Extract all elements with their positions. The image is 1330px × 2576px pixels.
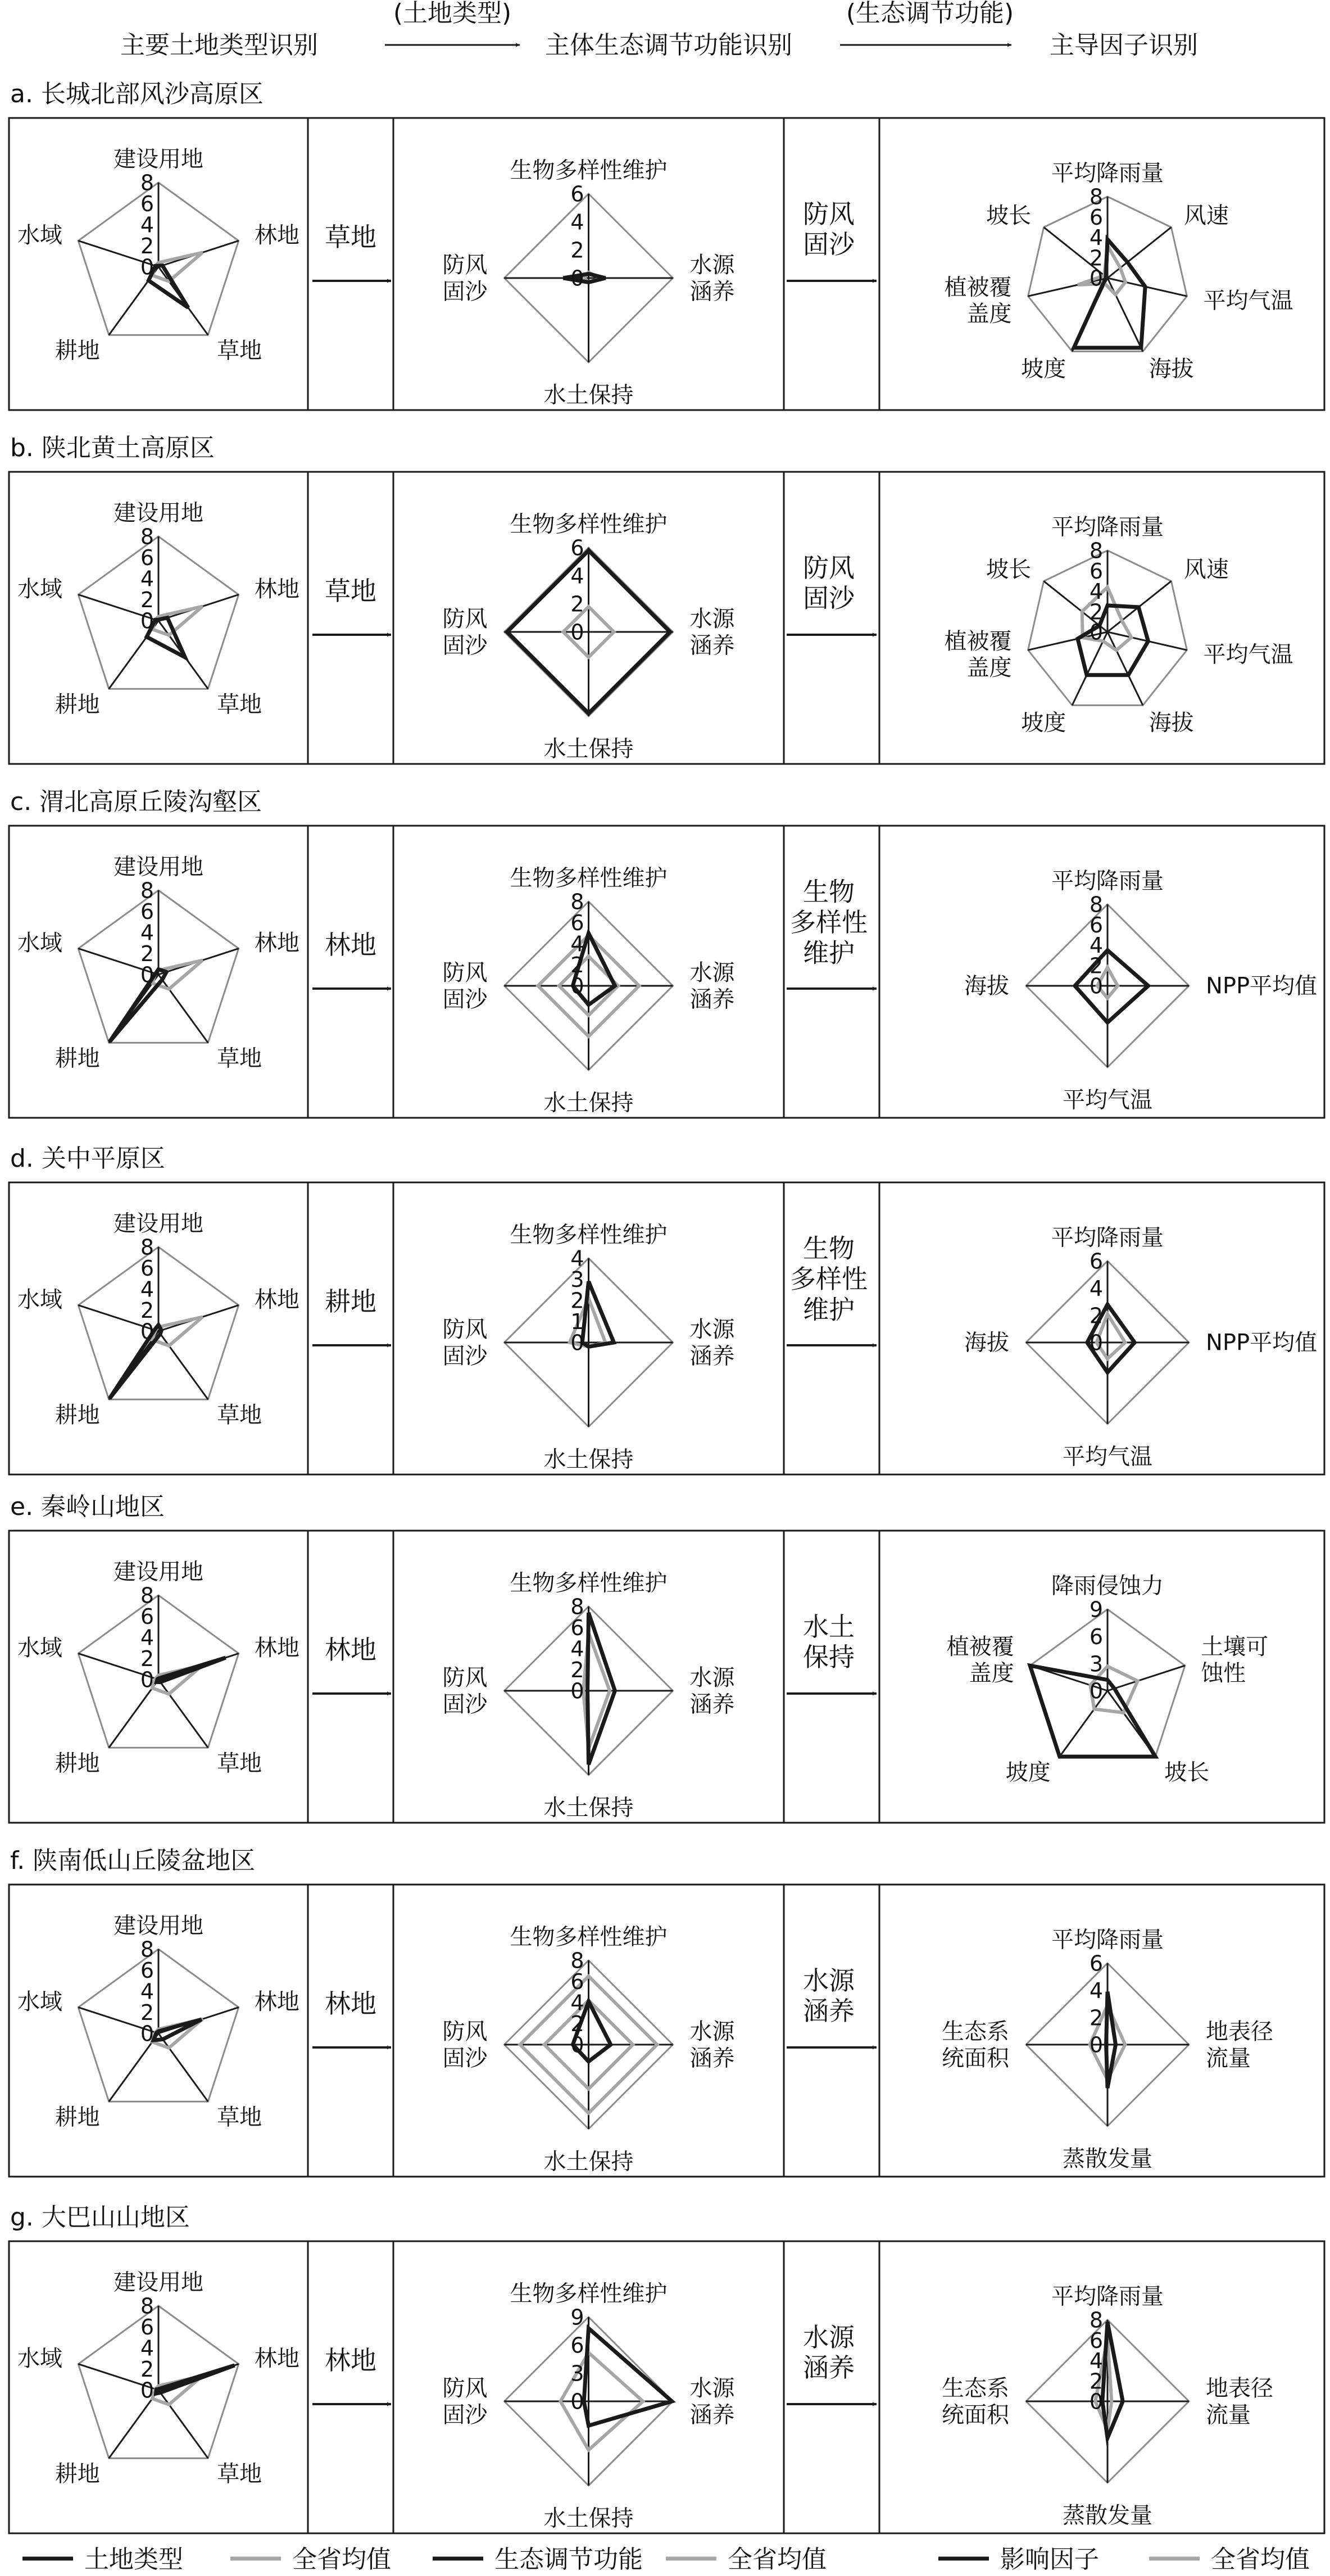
region-panel (9, 80, 1324, 410)
land-radar-tick: 6 (140, 1256, 154, 1281)
region-panel (9, 788, 1324, 1118)
function-radar-axis-label: 防风固沙 (442, 960, 488, 1013)
land-radar-axis-label: 耕地 (55, 1045, 100, 1072)
factor-radar-tick: 6 (1089, 1951, 1103, 1976)
factor-radar-tick: 3 (1089, 1651, 1103, 1677)
land-radar-axis-label: 林地 (255, 930, 299, 956)
factor-radar-axis-label: 平均气温 (1063, 1087, 1152, 1113)
function-radar-tick: 8 (570, 889, 584, 914)
function-radar-tick: 0 (570, 973, 584, 999)
land-radar-series-main (156, 2365, 235, 2393)
factor-radar-axis-label: 降雨侵蚀力 (1051, 1573, 1164, 1599)
function-radar-axis-label: 生物多样性维护 (510, 1222, 668, 1248)
land-type-arrow-label: 草地 (325, 576, 376, 606)
land-radar-tick: 8 (140, 1583, 154, 1608)
factor-radar-spoke (1107, 1665, 1185, 1691)
factor-radar-tick: 9 (1089, 1597, 1103, 1622)
function-radar-axis-label: 防风固沙 (442, 1317, 488, 1369)
function-radar-tick: 2 (570, 1658, 584, 1683)
land-radar-tick: 6 (140, 1604, 154, 1630)
land-radar-axis-label: 建设用地 (114, 2269, 203, 2296)
land-radar-tick: 8 (140, 170, 154, 195)
header-arrow1-label: (土地类型) (393, 0, 512, 28)
land-radar-axis-label: 建设用地 (114, 146, 203, 172)
factor-radar-axis-label: 植被覆盖度 (944, 628, 1012, 681)
function-radar-axis-label: 水源涵养 (689, 1665, 735, 1718)
function-radar-tick: 3 (570, 2361, 584, 2386)
function-arrow-label: 生物多样性维护 (790, 1233, 868, 1325)
region-panel (9, 1846, 1324, 2177)
land-radar-tick: 0 (140, 608, 154, 634)
land-radar-axis-label: 草地 (217, 1402, 262, 1428)
land-radar-tick: 8 (140, 2293, 154, 2319)
land-radar-axis-label: 水域 (17, 1286, 62, 1313)
function-radar-tick: 4 (570, 1636, 584, 1662)
legend (22, 2545, 1310, 2574)
function-radar-axis-label: 生物多样性维护 (510, 1924, 668, 1950)
factor-radar (964, 868, 1317, 1113)
function-radar-tick: 8 (570, 1594, 584, 1619)
land-radar-tick: 4 (140, 2336, 154, 2361)
function-radar (443, 1571, 736, 1821)
function-radar-tick: 0 (570, 2389, 584, 2414)
land-radar-tick: 2 (140, 2357, 154, 2382)
factor-radar-axis-label: 坡度 (1021, 356, 1066, 382)
land-radar-axis-label: 水域 (17, 1988, 62, 2015)
legend-label: 土地类型 (84, 2545, 183, 2574)
factor-radar-axis-label: 平均降雨量 (1051, 1927, 1164, 1953)
factor-radar-tick: 6 (1089, 1624, 1103, 1649)
land-radar-axis-label: 建设用地 (114, 1559, 203, 1585)
land-radar-series-main (110, 970, 166, 1042)
factor-radar-axis-label: 坡长 (986, 557, 1032, 583)
function-radar-tick: 8 (570, 1948, 584, 1973)
function-radar-axis-label: 水源涵养 (689, 2375, 735, 2428)
function-radar-tick: 2 (570, 591, 584, 617)
factor-radar-tick: 8 (1089, 184, 1103, 210)
factor-radar-axis-label: 坡度 (1021, 710, 1066, 736)
factor-radar-axis-label: 坡长 (986, 203, 1032, 229)
factor-radar-series-main (1102, 2322, 1123, 2438)
land-radar-axis-label: 草地 (217, 1045, 262, 1072)
land-type-arrow-label: 林地 (325, 1988, 376, 2019)
land-radar-axis-label: 林地 (255, 1286, 299, 1313)
land-radar-tick: 6 (140, 192, 154, 217)
function-radar-axis-label: 防风固沙 (442, 2019, 488, 2072)
factor-radar-tick: 2 (1089, 2369, 1103, 2394)
region-title: g. 大巴山山地区 (10, 2203, 190, 2232)
factor-radar-axis-label: 平均气温 (1203, 641, 1293, 668)
header (120, 0, 1198, 60)
land-radar-axis-label: 耕地 (55, 338, 100, 364)
land-radar-tick: 4 (140, 1979, 154, 2004)
header-step2: 主体生态调节功能识别 (545, 31, 792, 60)
land-radar-tick: 4 (140, 1625, 154, 1650)
function-arrow-label: 水土保持 (803, 1611, 855, 1673)
factor-radar-axis-label: 平均降雨量 (1051, 160, 1164, 186)
factor-radar-axis-label: 植被覆盖度 (944, 274, 1012, 327)
function-radar (443, 1222, 736, 1473)
land-radar-tick: 6 (140, 545, 154, 571)
function-radar-axis-label: 水源涵养 (689, 960, 735, 1013)
factor-radar-tick: 0 (1089, 1330, 1103, 1355)
region-title: e. 秦岭山地区 (10, 1492, 165, 1521)
factor-radar-tick: 6 (1089, 1249, 1103, 1274)
function-radar-tick: 4 (570, 1990, 584, 2015)
header-step3: 主导因子识别 (1050, 31, 1198, 60)
land-type-arrow-label: 林地 (325, 2345, 376, 2375)
factor-radar-tick: 8 (1089, 538, 1103, 563)
land-radar (17, 147, 299, 364)
land-radar-axis-label: 耕地 (55, 691, 100, 718)
factor-radar-tick: 4 (1089, 2349, 1103, 2374)
region-panel (9, 2203, 1324, 2533)
header-step1: 主要土地类型识别 (120, 31, 318, 60)
factor-radar-tick: 0 (1089, 1678, 1103, 1704)
land-radar-spoke (158, 2390, 208, 2458)
land-radar-tick: 2 (140, 2000, 154, 2026)
function-radar-tick: 3 (570, 1267, 584, 1292)
factor-radar-spoke (1107, 278, 1143, 352)
function-radar-axis-label: 水源涵养 (689, 1317, 735, 1369)
function-radar-tick: 0 (570, 266, 584, 291)
factor-radar-axis-label: 坡度 (1005, 1759, 1051, 1786)
function-radar-tick: 4 (570, 931, 584, 957)
land-radar-tick: 0 (140, 2021, 154, 2046)
factor-radar-tick: 4 (1089, 1276, 1103, 1301)
land-radar-axis-label: 草地 (217, 2104, 262, 2131)
land-radar-axis-label: 林地 (255, 1635, 299, 1661)
land-radar-tick: 0 (140, 962, 154, 987)
land-radar-axis-label: 耕地 (55, 2461, 100, 2487)
function-radar-tick: 6 (570, 1969, 584, 1995)
factor-radar-axis-label: 地表径流量 (1206, 2019, 1273, 2072)
function-radar-tick: 6 (570, 2333, 584, 2358)
land-radar-tick: 2 (140, 234, 154, 259)
function-radar-axis-label: 水土保持 (543, 2505, 634, 2532)
function-radar-tick: 6 (570, 911, 584, 936)
land-radar-tick: 8 (140, 1235, 154, 1260)
function-radar-tick: 2 (570, 2011, 584, 2037)
land-radar-spoke (158, 2033, 208, 2101)
land-radar-tick: 0 (140, 1667, 154, 1692)
land-radar-spoke (158, 1331, 208, 1399)
factor-radar-axis-label: 风速 (1183, 557, 1229, 583)
function-radar-tick: 4 (570, 1246, 584, 1271)
function-radar (443, 512, 736, 762)
factor-radar-axis-label: 海拔 (964, 973, 1009, 999)
legend-label: 生态调节功能 (494, 2545, 643, 2574)
legend-label: 全省均值 (292, 2545, 391, 2574)
function-radar-axis-label: 生物多样性维护 (510, 1570, 668, 1596)
land-radar-tick: 4 (140, 1277, 154, 1302)
function-radar-axis-label: 防风固沙 (442, 1665, 488, 1718)
factor-radar (945, 515, 1293, 736)
land-radar-axis-label: 建设用地 (114, 1913, 203, 1939)
factor-radar-tick: 0 (1089, 620, 1103, 645)
function-radar-tick: 0 (570, 1678, 584, 1704)
land-type-arrow-label: 林地 (325, 930, 376, 960)
function-arrow-label: 生物多样性维护 (790, 876, 868, 968)
factor-radar-tick: 0 (1089, 2389, 1103, 2414)
factor-radar-axis-label: 坡长 (1164, 1759, 1210, 1786)
land-radar-tick: 2 (140, 941, 154, 967)
factor-radar-tick: 4 (1089, 579, 1103, 604)
land-radar-tick: 4 (140, 212, 154, 238)
factor-radar-axis-label: NPP平均值 (1206, 973, 1318, 999)
function-radar-axis-label: 防风固沙 (442, 252, 488, 305)
function-radar-tick: 2 (570, 1288, 584, 1313)
land-radar-axis-label: 建设用地 (114, 1210, 203, 1237)
land-radar-axis-label: 林地 (255, 576, 299, 602)
factor-radar-axis-label: 平均气温 (1063, 1444, 1152, 1470)
function-radar-axis-label: 生物多样性维护 (510, 511, 668, 538)
factor-radar-axis-label: 蒸散发量 (1063, 2502, 1152, 2529)
land-radar (17, 500, 299, 718)
function-radar-axis-label: 水土保持 (543, 1090, 634, 1116)
function-radar-axis-label: 水源涵养 (689, 2019, 735, 2072)
function-radar-axis-label: 生物多样性维护 (510, 865, 668, 891)
function-radar-axis-label: 水土保持 (543, 2149, 634, 2175)
function-radar-axis-label: 水源涵养 (689, 252, 735, 305)
function-radar-tick: 6 (570, 181, 584, 207)
factor-radar-axis-label: 植被覆盖度 (946, 1633, 1014, 1686)
function-radar (443, 2281, 736, 2532)
region-title: c. 渭北高原丘陵沟壑区 (10, 788, 262, 816)
region-title: f. 陕南低山丘陵盆地区 (10, 1846, 256, 1875)
land-radar-spoke (158, 1680, 208, 1747)
function-radar-axis-label: 防风固沙 (442, 606, 488, 659)
land-radar-axis-label: 水域 (17, 2345, 62, 2372)
factor-radar-axis-label: 生态系统面积 (942, 2019, 1009, 2072)
legend-label: 全省均值 (1211, 2545, 1310, 2574)
function-radar-tick: 0 (570, 2032, 584, 2058)
land-radar-tick: 6 (140, 2315, 154, 2340)
factor-radar (942, 2284, 1273, 2529)
factor-radar-axis-label: 海拔 (964, 1330, 1009, 1356)
region-panel (9, 1144, 1324, 1474)
region-panel (9, 1492, 1324, 1823)
land-radar (17, 2270, 299, 2487)
function-arrow-label: 水源涵养 (803, 1965, 855, 2027)
land-radar (17, 1913, 299, 2131)
function-radar-tick: 6 (570, 535, 584, 561)
factor-radar (964, 1225, 1317, 1470)
function-radar-axis-label: 水土保持 (543, 382, 634, 408)
function-radar-tick: 6 (570, 1615, 584, 1641)
region-title: b. 陕北黄土高原区 (10, 434, 215, 462)
factor-radar-axis-label: 蒸散发量 (1063, 2146, 1152, 2172)
factor-radar-tick: 4 (1089, 1978, 1103, 2003)
region-panel (9, 434, 1324, 764)
factor-radar-axis-label: NPP平均值 (1206, 1330, 1318, 1356)
factor-radar-axis-label: 风速 (1183, 203, 1229, 229)
factor-radar (947, 1573, 1268, 1786)
region-title: a. 长城北部风沙高原区 (10, 80, 264, 108)
region-title: d. 关中平原区 (10, 1144, 165, 1173)
land-radar-axis-label: 建设用地 (114, 500, 203, 526)
function-radar (443, 866, 736, 1116)
function-arrow-label: 防风固沙 (803, 552, 855, 614)
function-radar-tick: 0 (570, 620, 584, 645)
factor-radar-axis-label: 平均气温 (1203, 288, 1293, 314)
land-radar-axis-label: 草地 (217, 2461, 262, 2487)
factor-radar-tick: 8 (1089, 2308, 1103, 2333)
factor-radar-tick: 6 (1089, 558, 1103, 584)
land-type-arrow-label: 耕地 (325, 1286, 376, 1317)
function-arrow-label: 水源涵养 (803, 2322, 855, 2383)
factor-radar-axis-label: 生态系统面积 (942, 2375, 1009, 2428)
land-radar-tick: 4 (140, 920, 154, 945)
function-radar (443, 158, 736, 408)
factor-radar-axis-label: 平均降雨量 (1051, 2283, 1164, 2310)
land-radar-tick: 2 (140, 588, 154, 613)
header-arrow2-label: (生态调节功能) (846, 0, 1014, 28)
land-type-arrow-label: 林地 (325, 1635, 376, 1665)
land-radar-tick: 8 (140, 878, 154, 903)
land-radar-axis-label: 草地 (217, 338, 262, 364)
legend-label: 影响因子 (1000, 2545, 1099, 2574)
function-radar (443, 1924, 736, 2175)
factor-radar-tick: 2 (1089, 953, 1103, 978)
land-radar-tick: 4 (140, 566, 154, 591)
land-radar-tick: 6 (140, 899, 154, 925)
factor-radar-tick: 0 (1089, 2032, 1103, 2058)
factor-radar-tick: 2 (1089, 245, 1103, 271)
factor-radar-axis-label: 海拔 (1149, 710, 1194, 736)
land-radar-axis-label: 水域 (17, 576, 62, 602)
function-radar-series-main (584, 2328, 672, 2425)
legend-label: 全省均值 (728, 2545, 827, 2574)
land-radar-axis-label: 耕地 (55, 1402, 100, 1428)
function-radar-tick: 0 (570, 1330, 584, 1355)
factor-radar-axis-label: 海拔 (1149, 356, 1194, 382)
land-radar (17, 854, 299, 1072)
factor-radar-tick: 0 (1089, 266, 1103, 291)
land-radar-series-main (157, 1658, 226, 1682)
function-radar-axis-label: 水土保持 (543, 1795, 634, 1821)
function-arrow-label: 防风固沙 (803, 198, 855, 260)
land-radar-tick: 6 (140, 1958, 154, 1983)
function-radar-axis-label: 生物多样性维护 (510, 157, 668, 184)
land-radar-tick: 8 (140, 1937, 154, 1962)
land-radar-axis-label: 林地 (255, 222, 299, 248)
function-radar-tick: 2 (570, 953, 584, 978)
land-type-arrow-label: 草地 (325, 222, 376, 252)
function-radar-tick: 2 (570, 238, 584, 263)
land-radar-axis-label: 水域 (17, 930, 62, 956)
function-radar-axis-label: 防风固沙 (442, 2375, 488, 2428)
factor-radar-axis-label: 土壤可蚀性 (1201, 1633, 1269, 1686)
function-radar-tick: 1 (570, 1309, 584, 1335)
factor-radar-axis-label: 平均降雨量 (1051, 514, 1164, 540)
factor-radar-series-main (1106, 1992, 1116, 2088)
land-radar-axis-label: 耕地 (55, 1750, 100, 1777)
factor-radar-axis-label: 地表径流量 (1206, 2375, 1273, 2428)
land-radar-axis-label: 林地 (255, 1988, 299, 2015)
land-radar-tick: 8 (140, 524, 154, 549)
factor-radar-tick: 8 (1089, 892, 1103, 917)
land-radar (17, 1211, 299, 1428)
land-radar-axis-label: 水域 (17, 1635, 62, 1661)
factor-radar-tick: 2 (1089, 599, 1103, 625)
factor-radar-tick: 0 (1089, 973, 1103, 999)
land-radar (17, 1559, 299, 1777)
factor-radar-tick: 2 (1089, 1303, 1103, 1328)
land-radar-axis-label: 林地 (255, 2345, 299, 2372)
factor-radar-tick: 2 (1089, 2005, 1103, 2031)
function-radar-axis-label: 水土保持 (543, 736, 634, 762)
function-radar-axis-label: 水土保持 (543, 1446, 634, 1473)
factor-radar-tick: 6 (1089, 912, 1103, 937)
land-radar-axis-label: 耕地 (55, 2104, 100, 2131)
factor-radar-tick: 6 (1089, 2328, 1103, 2353)
land-radar-tick: 0 (140, 254, 154, 280)
land-radar-axis-label: 水域 (17, 222, 62, 248)
factor-radar-tick: 6 (1089, 204, 1103, 230)
land-radar-axis-label: 草地 (217, 691, 262, 718)
land-radar-tick: 2 (140, 1646, 154, 1672)
function-radar-tick: 4 (570, 210, 584, 235)
land-radar-tick: 0 (140, 2378, 154, 2403)
factor-radar (945, 161, 1293, 382)
function-radar-series-main (582, 1281, 614, 1346)
factor-radar-tick: 4 (1089, 933, 1103, 958)
land-radar-tick: 2 (140, 1298, 154, 1323)
land-radar-axis-label: 草地 (217, 1750, 262, 1777)
land-radar-axis-label: 建设用地 (114, 854, 203, 880)
factor-radar-axis-label: 平均降雨量 (1051, 868, 1164, 894)
land-radar-tick: 0 (140, 1319, 154, 1344)
factor-radar-axis-label: 平均降雨量 (1051, 1225, 1164, 1251)
factor-radar (942, 1927, 1273, 2172)
function-radar-tick: 4 (570, 563, 584, 589)
factor-radar-tick: 4 (1089, 225, 1103, 251)
function-radar-axis-label: 生物多样性维护 (510, 2281, 668, 2307)
land-radar-spoke (158, 975, 208, 1043)
function-radar-axis-label: 水源涵养 (689, 606, 735, 659)
function-radar-tick: 9 (570, 2305, 584, 2330)
